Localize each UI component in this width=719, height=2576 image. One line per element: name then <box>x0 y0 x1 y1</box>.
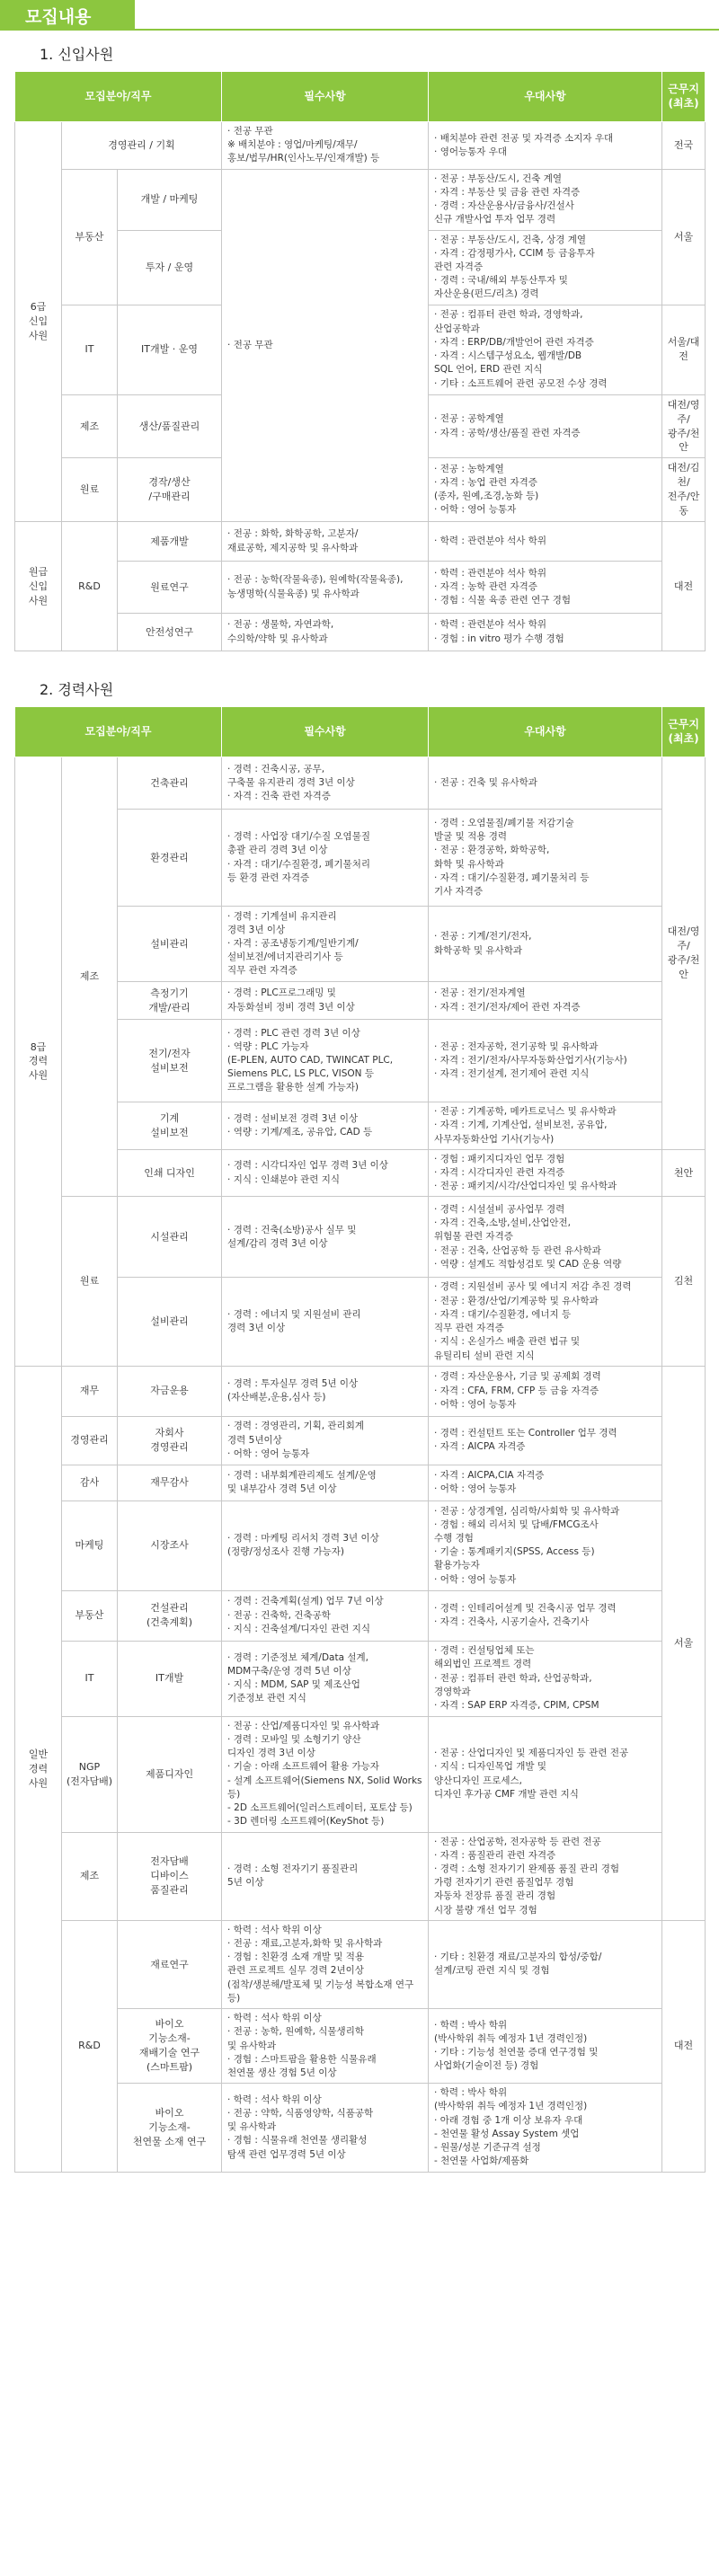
group-label: 일반 경력 사원 <box>15 1366 62 2172</box>
preferred-cell: · 전공 : 부동산/도시, 건축 계열 · 자격 : 부동산 및 금융 관련 자격증 · 경력 : 자산운용사/금융사/건설사 신규 개발사업 투자 업무 경력 <box>429 169 662 230</box>
table-row <box>15 169 706 230</box>
required-cell: · 전공 무관 <box>222 169 429 521</box>
required-cell: · 경력 : PLC프로그래밍 및 자동화설비 정비 경력 3년 이상 <box>222 982 429 1020</box>
preferred-cell: · 전공 : 전자공학, 전기공학 및 유사학과 · 자격 : 전기/전자/사무자동화산업기사(기능사) · 자격 : 전기설계, 전기제어 관련 지식 <box>429 1020 662 1102</box>
job-name: 인쇄 디자인 <box>118 1149 222 1197</box>
preferred-cell: · 전공 : 상경계열, 심리학/사회학 및 유사학과 · 경험 : 해외 리서치 및 담배/FMCG조사 수행 경험 · 기술 : 통계패키지(SPSS, Access 등) 활용가능자 · 어학 : 영어 능통자 <box>429 1500 662 1590</box>
location-cell: 대전/영주/ 광주/천안 <box>662 394 706 458</box>
section1-title: 1. 신입사원 <box>40 46 114 63</box>
subfield-name: 경영관리 <box>62 1416 118 1465</box>
required-cell: · 전공 : 농학(작물육종), 원예학(작물육종), 농생명학(식물육종) 및 유사학과 <box>222 562 429 614</box>
subfield-name: 원료 <box>62 1197 118 1366</box>
subfield-name: 감사 <box>62 1465 118 1500</box>
group-label: 6급 신입 사원 <box>15 122 62 522</box>
job-name: 투자 / 운영 <box>118 230 222 305</box>
job-name: 설비관리 <box>118 907 222 982</box>
job-name: 자금운용 <box>118 1366 222 1416</box>
required-cell: · 경력 : 에너지 및 지원설비 관리 경력 3년 이상 <box>222 1278 429 1366</box>
preferred-cell: · 전공 : 기계/전기/전자, 화학공학 및 유사학과 <box>429 907 662 982</box>
table-row <box>15 907 706 982</box>
required-cell: · 경력 : 기준정보 체계/Data 설계, MDM구축/운영 경력 5년 이상 · 지식 : MDM, SAP 및 제조산업 기준정보 관련 지식 <box>222 1641 429 1716</box>
preferred-cell: · 자격 : AICPA,CIA 자격증 · 어학 : 영어 능통자 <box>429 1465 662 1500</box>
table-row <box>15 522 706 562</box>
location-cell: 전국 <box>662 122 706 170</box>
subfield-name: 제조 <box>62 1832 118 1920</box>
table-row <box>15 982 706 1020</box>
table-row <box>15 1716 706 1832</box>
job-name: 바이오 기능소재- 재배기술 연구 (스마트팜) <box>118 2009 222 2084</box>
location-cell: 서울 <box>662 169 706 305</box>
required-cell: · 전공 무관 ※ 배치분야 : 영업/마케팅/재무/ 홍보/법무/HR(인사노무/인재개발) 등 <box>222 122 429 170</box>
subfield-name: 부동산 <box>62 169 118 305</box>
banner <box>0 0 719 31</box>
subfield-name: R&D <box>62 522 118 651</box>
preferred-cell: · 기타 : 친환경 재료/고분자의 합성/중합/ 설계/코팅 관련 지식 및 경험 <box>429 1920 662 2008</box>
preferred-cell: · 학력 : 박사 학위 (박사학위 취득 예정자 1년 경력인정) · 아래 경험 중 1개 이상 보유자 우대 - 천연물 활성 Assay System 셋업 - 원물/성분 기준규격 설정 - 천연물 사업화/제품화 <box>429 2084 662 2172</box>
job-name: 재무감사 <box>118 1465 222 1500</box>
header-field: 모집분야/직무 <box>15 707 222 757</box>
section1-table <box>14 71 706 651</box>
required-cell: · 경력 : 설비보전 경력 3년 이상 · 역량 : 기계/제조, 공유압, CAD 등 <box>222 1102 429 1150</box>
preferred-cell: · 전공 : 산업디자인 및 제품디자인 등 관련 전공 · 지식 : 디자인목업 개발 및 양산디자인 프로세스, 디자인 후가공 CMF 개발 관련 지식 <box>429 1716 662 1832</box>
preferred-cell: · 전공 : 농학계열 · 자격 : 농업 관련 자격증 (종자, 원예,조경,농화 등) · 어학 : 영어 능통자 <box>429 458 662 522</box>
job-name: 경영관리 / 기획 <box>62 122 222 170</box>
required-cell: · 학력 : 석사 학위 이상 · 전공 : 재료,고분자,화학 및 유사학과 · 경험 : 친환경 소재 개발 및 적용 관련 프로젝트 실무 경력 2년이상 (점착/생분해/발포체 및 기능성 복합소재 연구 등) <box>222 1920 429 2008</box>
preferred-cell: · 학력 : 관련분야 석사 학위 · 자격 : 농학 관련 자격증 · 경험 : 식물 육종 관련 연구 경험 <box>429 562 662 614</box>
required-cell: · 경력 : 건축계획(설계) 업무 7년 이상 · 전공 : 건축학, 건축공학 · 지식 : 건축설계/디자인 관련 지식 <box>222 1590 429 1641</box>
job-name: 바이오 기능소재- 천연물 소재 연구 <box>118 2084 222 2172</box>
subfield-name: IT <box>62 305 118 394</box>
required-cell: · 경력 : 내부회계관리제도 설계/운영 및 내부감사 경력 5년 이상 <box>222 1465 429 1500</box>
subfield-name: 제조 <box>62 394 118 458</box>
preferred-cell: · 경력 : 컨설턴트 또는 Controller 업무 경력 · 자격 : AICPA 자격증 <box>429 1416 662 1465</box>
preferred-cell: · 경력 : 지원설비 공사 및 에너지 저감 추진 경력 · 전공 : 환경/산업/기계공학 및 유사학과 · 자격 : 대기/수질환경, 에너지 등 직무 관련 자격증 · 지식 : 온실가스 배출 관련 법규 및 유틸리티 설비 관련 지식 <box>429 1278 662 1366</box>
job-name: 건축관리 <box>118 757 222 810</box>
location-cell: 대전/김천/ 전주/안동 <box>662 458 706 522</box>
preferred-cell: · 경력 : 자산운용사, 기금 및 공제회 경력 · 자격 : CFA, FRM, CFP 등 금융 자격증 · 어학 : 영어 능통자 <box>429 1366 662 1416</box>
preferred-cell: · 학력 : 관련분야 석사 학위 <box>429 522 662 562</box>
required-cell: · 경력 : 건축(소방)공사 실무 및 설계/감리 경력 3년 이상 <box>222 1197 429 1278</box>
banner-line <box>135 0 719 31</box>
table-row <box>15 1832 706 1920</box>
table-row <box>15 1197 706 1278</box>
job-name: 환경관리 <box>118 810 222 907</box>
subfield-name: IT <box>62 1641 118 1716</box>
subfield-name: 재무 <box>62 1366 118 1416</box>
subfield-name: NGP (전자담배) <box>62 1716 118 1832</box>
location-cell: 천안 <box>662 1149 706 1197</box>
table-row <box>15 122 706 170</box>
preferred-cell: · 경력 : 컨설팅업체 또는 해외법인 프로젝트 경력 · 전공 : 컴퓨터 관련 학과, 산업공학과, 경영학과 · 자격 : SAP ERP 자격증, CPIM, CPSM <box>429 1641 662 1716</box>
location-cell: 서울 <box>662 1366 706 1920</box>
required-cell: · 경력 : 투자실무 경력 5년 이상 (자산배분,운용,심사 등) <box>222 1366 429 1416</box>
location-cell: 대전 <box>662 522 706 651</box>
location-cell: 김천 <box>662 1197 706 1366</box>
preferred-cell: · 전공 : 컴퓨터 관련 학과, 경영학과, 산업공학과 · 자격 : ERP/DB/개발언어 관련 자격증 · 자격 : 시스템구성요소, 웹개발/DB SQL 언어, ERD 관련 지식 · 기타 : 소프트웨어 관련 공모전 수상 경력 <box>429 305 662 394</box>
job-name: 제품디자인 <box>118 1716 222 1832</box>
table-row <box>15 1366 706 1416</box>
job-name: IT개발 · 운영 <box>118 305 222 394</box>
required-cell: · 경력 : 기계설비 유지관리 경력 3년 이상 · 자격 : 공조냉동기계/일반기계/ 설비보전/에너지관리기사 등 직무 관련 자격증 <box>222 907 429 982</box>
job-name: 측정기기 개발/관리 <box>118 982 222 1020</box>
table-row <box>15 1500 706 1590</box>
job-name: 설비관리 <box>118 1278 222 1366</box>
table-row <box>15 1416 706 1465</box>
table-row <box>15 757 706 810</box>
job-name: 기계 설비보전 <box>118 1102 222 1150</box>
preferred-cell: · 경험 : 패키지디자인 업무 경험 · 자격 : 시각디자인 관련 자격증 · 전공 : 패키지/시각/산업디자인 및 유사학과 <box>429 1149 662 1197</box>
table-row <box>15 1590 706 1641</box>
required-cell: · 경력 : 건축시공, 공무, 구축물 유지관리 경력 3년 이상 · 자격 : 건축 관련 자격증 <box>222 757 429 810</box>
job-name: IT개발 <box>118 1641 222 1716</box>
subfield-name: 제조 <box>62 757 118 1197</box>
table-row <box>15 562 706 614</box>
group-label: 8급 경력 사원 <box>15 757 62 1367</box>
preferred-cell: · 전공 : 기계공학, 메카트로닉스 및 유사학과 · 자격 : 기계, 기계산업, 설비보전, 공유압, 사무자동화산업 기사(기능사) <box>429 1102 662 1150</box>
table-row <box>15 2084 706 2172</box>
required-cell: · 학력 : 석사 학위 이상 · 전공 : 농학, 원예학, 식물생리학 및 유사학과 · 경험 : 스마트팜을 활용한 식물유래 천연물 생산 경험 5년 이상 <box>222 2009 429 2084</box>
location-cell: 서울/대전 <box>662 305 706 394</box>
table-row <box>15 2009 706 2084</box>
section2-title: 2. 경력사원 <box>40 681 114 699</box>
required-cell: · 경력 : 사업장 대기/수질 오염물질 총괄 관리 경력 3년 이상 · 자격 : 대기/수질환경, 폐기물처리 등 환경 관련 자격증 <box>222 810 429 907</box>
preferred-cell: · 학력 : 관련분야 석사 학위 · 경험 : in vitro 평가 수행 경험 <box>429 614 662 651</box>
preferred-cell: · 경력 : 인테리어설계 및 건축시공 업무 경력 · 자격 : 건축사, 시공기술사, 건축기사 <box>429 1590 662 1641</box>
job-name: 개발 / 마케팅 <box>118 169 222 230</box>
job-name: 재료연구 <box>118 1920 222 2008</box>
required-cell: · 전공 : 산업/제품디자인 및 유사학과 · 경력 : 모바일 및 소형기기 양산 디자인 경력 3년 이상 · 기술 : 아래 소프트웨어 활용 가능자 - 설계 소프트웨어(Siemens NX, Solid Works 등) - 2D 소프트웨어(일러스트레이터, 포토샵 등) - 3D 렌더링 소프트웨어(KeyShot 등) <box>222 1716 429 1832</box>
table-row <box>15 1641 706 1716</box>
header-field: 모집분야/직무 <box>15 72 222 122</box>
table-row <box>15 1020 706 1102</box>
header-preferred: 우대사항 <box>429 707 662 757</box>
job-name: 시설관리 <box>118 1197 222 1278</box>
table-row <box>15 1149 706 1197</box>
preferred-cell: · 전공 : 부동산/도시, 건축, 상경 계열 · 자격 : 감정평가사, CCIM 등 금융투자 관련 자격증 · 경력 : 국내/해외 부동산투자 및 자산운용(펀드/리츠) 경력 <box>429 230 662 305</box>
preferred-cell: · 경력 : 시설설비 공사업무 경력 · 자격 : 건축,소방,설비,산업안전, 위험물 관련 자격증 · 전공 : 건축, 산업공학 등 관련 유사학과 · 역량 : 설계도 적합성검토 및 CAD 운용 역량 <box>429 1197 662 1278</box>
job-name: 제품개발 <box>118 522 222 562</box>
subfield-name: 원료 <box>62 458 118 522</box>
table-row <box>15 810 706 907</box>
header-location: 근무지 (최초) <box>662 707 706 757</box>
job-name: 경작/생산 /구매관리 <box>118 458 222 522</box>
section2-table <box>14 706 706 2172</box>
required-cell: · 전공 : 화학, 화학공학, 고분자/ 재료공학, 제지공학 및 유사학과 <box>222 522 429 562</box>
subfield-name: 부동산 <box>62 1590 118 1641</box>
header-required: 필수사항 <box>222 72 429 122</box>
banner-title: 모집내용 <box>0 0 135 31</box>
required-cell: · 경력 : 경영관리, 기획, 관리회계 경력 5년이상 · 어학 : 영어 능통자 <box>222 1416 429 1465</box>
location-cell: 대전/영주/ 광주/천안 <box>662 757 706 1150</box>
job-name: 안전성연구 <box>118 614 222 651</box>
preferred-cell: · 배치분야 관련 전공 및 자격증 소지자 우대 · 영어능통자 우대 <box>429 122 662 170</box>
required-cell: · 경력 : 소형 전자기기 품질관리 5년 이상 <box>222 1832 429 1920</box>
job-name: 자회사 경영관리 <box>118 1416 222 1465</box>
job-name: 시장조사 <box>118 1500 222 1590</box>
subfield-name: R&D <box>62 1920 118 2172</box>
table-row <box>15 1102 706 1150</box>
preferred-cell: · 전공 : 건축 및 유사학과 <box>429 757 662 810</box>
header-location: 근무지 (최초) <box>662 72 706 122</box>
table-row <box>15 1465 706 1500</box>
header-preferred: 우대사항 <box>429 72 662 122</box>
job-name: 원료연구 <box>118 562 222 614</box>
preferred-cell: · 전공 : 전기/전자계열 · 자격 : 전기/전자/제어 관련 자격증 <box>429 982 662 1020</box>
required-cell: · 경력 : 마케팅 리서치 경력 3년 이상 (정량/정성조사 진행 가능자) <box>222 1500 429 1590</box>
preferred-cell: · 전공 : 공학계열 · 자격 : 공학/생산/품질 관련 자격증 <box>429 394 662 458</box>
subfield-name: 마케팅 <box>62 1500 118 1590</box>
job-name: 전자담배 디바이스 품질관리 <box>118 1832 222 1920</box>
group-label: 원급 신입 사원 <box>15 522 62 651</box>
table-row <box>15 1278 706 1366</box>
required-cell: · 경력 : PLC 관련 경력 3년 이상 · 역량 : PLC 가능자 (E-PLEN, AUTO CAD, TWINCAT PLC, Siemens PLC, LS PLC, VISON 등 프로그램을 활용한 설계 가능자) <box>222 1020 429 1102</box>
preferred-cell: · 경력 : 오염물질/폐기물 저감기술 발굴 및 적용 경력 · 전공 : 환경공학, 화학공학, 화학 및 유사학과 · 자격 : 대기/수질환경, 폐기물처리 등 기사 자격증 <box>429 810 662 907</box>
required-cell: · 전공 : 생물학, 자연과학, 수의학/약학 및 유사학과 <box>222 614 429 651</box>
job-name: 건설관리 (건축계획) <box>118 1590 222 1641</box>
job-name: 생산/품질관리 <box>118 394 222 458</box>
job-name: 전기/전자 설비보전 <box>118 1020 222 1102</box>
preferred-cell: · 학력 : 박사 학위 (박사학위 취득 예정자 1년 경력인정) · 기타 : 기능성 천연물 증대 연구경험 및 사업화(기술이전 등) 경험 <box>429 2009 662 2084</box>
preferred-cell: · 전공 : 산업공학, 전자공학 등 관련 전공 · 자격 : 품질관리 관련 자격증 · 경력 : 소형 전자기기 완제품 품질 관리 경험 가령 전자기기 관련 품질업무 경험 자동차 전장류 품질 관리 경험 시장 불량 개선 업무 경험 <box>429 1832 662 1920</box>
table-row <box>15 614 706 651</box>
required-cell: · 학력 : 석사 학위 이상 · 전공 : 약학, 식품영양학, 식품공학 및 유사학과 · 경험 : 식물유래 천연물 생리활성 탐색 관련 업무경력 5년 이상 <box>222 2084 429 2172</box>
table-row <box>15 1920 706 2008</box>
header-required: 필수사항 <box>222 707 429 757</box>
location-cell: 대전 <box>662 1920 706 2172</box>
required-cell: · 경력 : 시각디자인 업무 경력 3년 이상 · 지식 : 인쇄분야 관련 지식 <box>222 1149 429 1197</box>
